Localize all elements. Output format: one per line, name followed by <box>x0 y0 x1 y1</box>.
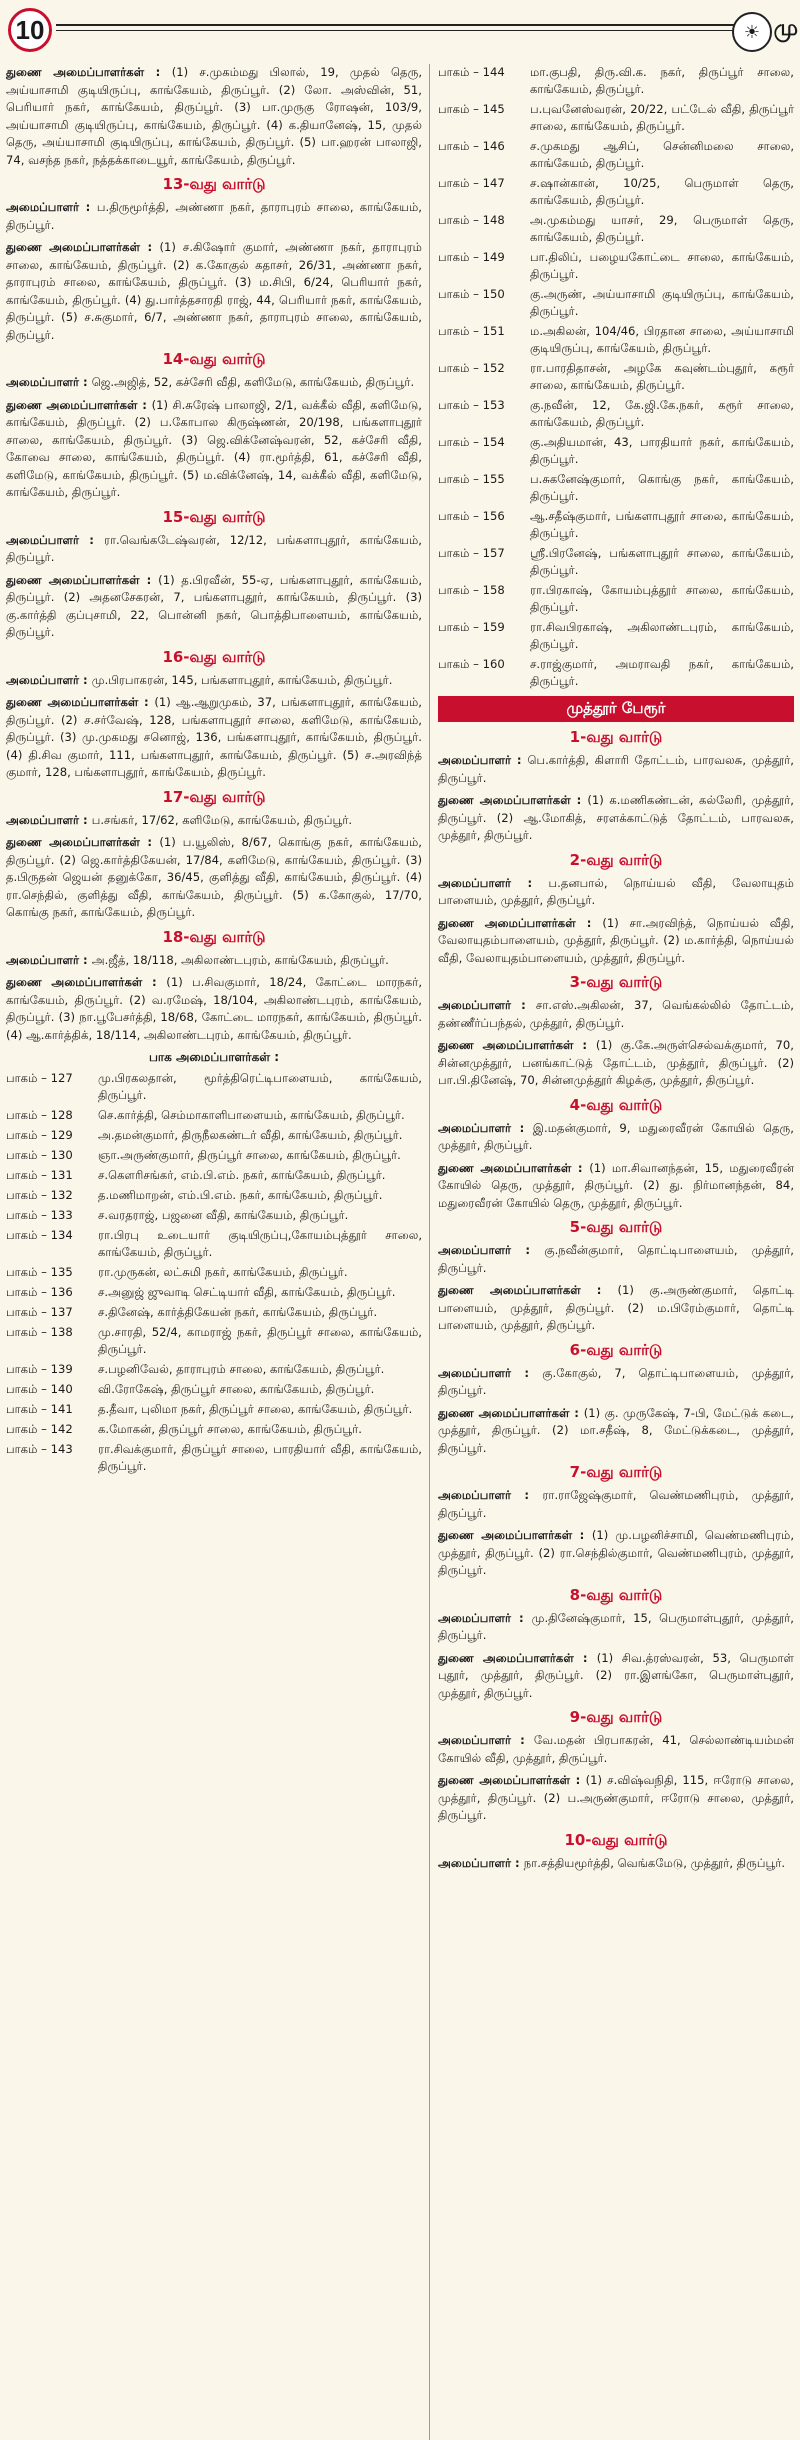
member-paragraph <box>438 1365 794 1400</box>
bagam-number: பாகம் – 142 <box>6 1422 73 1436</box>
bagam-row <box>438 360 794 394</box>
role-label: அமைப்பாளர் : <box>438 998 536 1012</box>
member-paragraph <box>6 239 422 344</box>
bagam-row <box>6 1401 422 1418</box>
bagam-number: பாகம் – 140 <box>6 1382 73 1396</box>
role-label: அமைப்பாளர் : <box>6 812 92 827</box>
role-label: அமைப்பாளர் : <box>438 1733 534 1747</box>
member-paragraph <box>438 1487 794 1522</box>
bagam-organizer: ச.கௌரிசங்கர், எம்.பி.எம். நகர், காங்கேயம், திருப்பூர். <box>98 1168 386 1182</box>
bagam-row <box>6 1421 422 1438</box>
bagam-row <box>6 1284 422 1301</box>
bagam-organizer: ஞா.அருண்குமார், திருப்பூர் சாலை, காங்கேயம், திருப்பூர். <box>98 1148 401 1162</box>
bagam-row <box>438 582 794 616</box>
bagam-row <box>6 1187 422 1204</box>
bagam-number: பாகம் – 145 <box>438 102 505 116</box>
bagam-number: பாகம் – 141 <box>6 1402 73 1416</box>
role-label: அமைப்பாளர் : <box>6 952 92 967</box>
member-details: (1) க.மணிகண்டன், கல்லேரி, முத்தூர், திருப்பூர். (2) ஆ.மோகித், சரளக்காட்டுத் தோட்டம், பாரவலசு, முத்தூர், திருப்பூர். <box>438 793 794 842</box>
bagam-number: பாகம் – 148 <box>438 213 505 227</box>
member-details: (1) சி.சுரேஷ் பாலாஜி, 2/1, வக்கீல் வீதி, களிமேடு, காங்கேயம், திருப்பூர். (2) ப.கோபால கிருஷ்ணன், 20/198, பங்களாபுதூர் சாலை, காங்கேயம், திருப்பூர். (3) ஜெ.விக்னேஷ்வரன், 52, கச்சேரி வீதி, கோவை சாலை, காங்கேயம், திருப்பூர். (4) ரா.மூர்த்தி, 61, கச்சேரி வீதி, களிமேடு, காங்கேயம், திருப்பூர். (5) ம.விக்னேஷ், 14, வக்கீல் வீதி, களிமேடு, காங்கேயம், திருப்பூர். <box>6 397 422 499</box>
ward-heading: 13-வது வார்டு <box>162 175 266 193</box>
bagam-row <box>438 64 794 98</box>
bagam-organizer: ச.முகமது ஆசிப், சென்னிமலை சாலை, காங்கேயம், திருப்பூர். <box>530 139 794 170</box>
town-banner: முத்தூர் பேரூர் <box>438 696 794 722</box>
role-label: அமைப்பாளர் : <box>6 375 92 389</box>
member-paragraph <box>438 1242 794 1277</box>
member-details: (1) ப.சிவகுமார், 18/24, கோட்டை மாரநகர், காங்கேயம், திருப்பூர். (2) வ.ரமேஷ், 18/104, அகிலாண்டபுரம், காங்கேயம், திருப்பூர். (3) நா.பூபேசர்த்தி, 18/68, கோட்டை மாரநகர், காங்கேயம், திருப்பூர். (4) ஆ.கார்த்திக், 18/114, அகிலாண்டபுரம், காங்கேயம், திருப்பூர். <box>6 975 422 1042</box>
role-label: அமைப்பாளர் : <box>438 1488 543 1502</box>
bagam-number: பாகம் – 127 <box>6 1071 73 1085</box>
role-label: துணை அமைப்பாளர்கள் : <box>438 1528 592 1542</box>
bagam-row <box>438 286 794 320</box>
member-details: ஜெ.அஜித், 52, கச்சேரி வீதி, களிமேடு, காங்கேயம், திருப்பூர். <box>91 375 415 389</box>
bagam-row <box>438 212 794 246</box>
bagam-number: பாகம் – 136 <box>6 1285 73 1299</box>
bagam-number: பாகம் – 154 <box>438 435 505 449</box>
member-paragraph <box>6 974 422 1044</box>
bagam-organizer: ச.தினேஷ், கார்த்திகேயன் நகர், காங்கேயம், திருப்பூர். <box>98 1305 378 1319</box>
member-paragraph <box>438 1610 794 1645</box>
member-paragraph <box>6 397 422 502</box>
role-label: துணை அமைப்பாளர்கள் : <box>6 240 160 254</box>
bagam-row <box>438 175 794 209</box>
member-details: (1) ச.முகம்மது பிலால், 19, முதல் தெரு, அய்யாசாமி குடியிருப்பு, காங்கேயம், திருப்பூர். (2) லோ. அஸ்வின், 51, பெரியார் நகர், காங்கேயம், திருப்பூர். (3) பா.முருகு ரோஷன், 103/9, அய்யாசாமி குடியிருப்பு, காங்கேயம், திருப்பூர். (4) க.தியானேஷ், 15, முதல் தெரு, அய்யாசாமி குடியிருப்பு, காங்கேயம், திருப்பூர். (5) பா.ஹரன் பாலாஜி, 74, வசந்த நகர், நத்தக்காடையூர், காங்கேயம், திருப்பூர். <box>6 65 422 167</box>
bagam-row <box>438 471 794 505</box>
bagam-number: பாகம் – 160 <box>438 657 505 671</box>
bagam-organizer: ரா.பிரகாஷ், கோயம்புத்தூர் சாலை, காங்கேயம், திருப்பூர். <box>530 583 794 614</box>
role-label: துணை அமைப்பாளர்கள் : <box>438 1650 597 1665</box>
rising-sun-logo-icon: ☀ <box>732 12 772 52</box>
bagam-organizer: ஆ.சதீஷ்குமார், பங்களாபுதூர் சாலை, காங்கேயம், திருப்பூர். <box>530 509 794 540</box>
member-paragraph <box>438 1772 794 1825</box>
member-paragraph <box>438 915 794 968</box>
ward-heading: 5-வது வார்டு <box>569 1218 663 1236</box>
member-details: ப.சங்கர், 17/62, களிமேடு, காங்கேயம், திருப்பூர். <box>91 812 353 827</box>
member-paragraph <box>438 997 794 1032</box>
member-details: (1) கு. முருகேஷ், 7-பி, மேட்டுக் கடை, முத்தூர், திருப்பூர். (2) மா.சதீஷ், 8, மேட்டுக்கடை, முத்தூர், திருப்பூர். <box>438 1405 794 1455</box>
bagam-row <box>6 1167 422 1184</box>
bagam-row <box>6 1441 422 1475</box>
bagam-row <box>6 1304 422 1321</box>
member-details: (1) சா.அரவிந்த், நொய்யல் வீதி, வேலாயுதம்பாளையம், முத்தூர், திருப்பூர். (2) ம.கார்த்தி, நொய்யல் வீதி, வேலாயுதம்பாளையம், முத்தூர், திருப்பூர். <box>438 915 794 965</box>
bagam-number: பாகம் – 137 <box>6 1305 73 1319</box>
role-label: அமைப்பாளர் : <box>438 1365 543 1380</box>
bagam-organizer: ரா.பிரபு உடையார் குடியிருப்பு,கோயம்புத்தூர் சாலை, காங்கேயம், திருப்பூர். <box>98 1228 422 1259</box>
bagam-organizer: ச.அனுஜ் ஜுவாடி செட்டியார் வீதி, காங்கேயம், திருப்பூர். <box>98 1285 396 1299</box>
bagam-row <box>6 1107 422 1124</box>
member-details: அ.ஜீத், 18/118, அகிலாண்டபுரம், காங்கேயம், திருப்பூர். <box>91 952 389 967</box>
bagam-organizer: ஸ்ரீ.பிரனேஷ், பங்களாபுதூர் சாலை, காங்கேயம், திருப்பூர். <box>530 546 794 577</box>
ward-heading: 17-வது வார்டு <box>162 787 266 806</box>
header-rule <box>56 24 734 26</box>
member-details: இ.மதன்குமார், 9, மதுரைவீரன் கோயில் தெரு, முத்தூர், திருப்பூர். <box>438 1120 794 1152</box>
member-details: ரா.வெங்கடேஷ்வரன், 12/12, பங்களாபுதூர், காங்கேயம், திருப்பூர். <box>6 532 422 564</box>
member-details: (1) மா.சிவானந்தன், 15, மதுரைவீரன் கோயில் தெரு, முத்தூர், திருப்பூர். (2) து. நிர்மானந்தன், 84, மதுரைவீரன் கோயில் தெரு, முத்தூர், திருப்பூர். <box>438 1160 794 1210</box>
role-label: துணை அமைப்பாளர்கள் : <box>438 1405 584 1420</box>
bagam-number: பாகம் – 138 <box>6 1325 73 1339</box>
bagam-number: பாகம் – 135 <box>6 1265 73 1279</box>
bagam-organizer: ச.ராஜ்குமார், அமராவதி நகர், காங்கேயம், திருப்பூர். <box>530 657 794 688</box>
member-details: வே.மதன் பிரபாகரன், 41, செல்லாண்டியம்மன் கோயில் வீதி, முத்தூர், திருப்பூர். <box>438 1733 794 1765</box>
bagam-number: பாகம் – 133 <box>6 1208 73 1222</box>
ward-heading: 18-வது வார்டு <box>162 927 266 946</box>
member-paragraph <box>6 532 422 567</box>
bagam-organizer: ச.ஷான்கான், 10/25, பெருமாள் தெரு, காங்கேயம், திருப்பூர். <box>530 176 794 207</box>
bagam-organizer: ப.புவனேஸ்வரன், 20/22, பட்டேல் வீதி, திருப்பூர் சாலை, காங்கேயம், திருப்பூர். <box>530 102 794 133</box>
member-paragraph <box>438 1855 794 1873</box>
role-label: அமைப்பாளர் : <box>438 1855 524 1870</box>
bagam-row <box>6 1361 422 1378</box>
bagam-row <box>6 1324 422 1358</box>
page-number: 10 <box>8 8 52 52</box>
member-paragraph <box>6 952 422 970</box>
role-label: துணை அமைப்பாளர்கள் : <box>6 975 167 989</box>
bagam-organizer: ரா.பாரதிதாசன், அழகே கவுண்டம்புதூர், கரூர் சாலை, காங்கேயம், திருப்பூர். <box>530 361 794 392</box>
bagam-number: பாகம் – 149 <box>438 250 505 264</box>
bagam-row <box>438 545 794 579</box>
ward-heading: 1-வது வார்டு <box>569 728 663 746</box>
role-label: துணை அமைப்பாளர்கள் : <box>438 1773 586 1787</box>
role-label: துணை அமைப்பாளர்கள் : <box>438 1160 590 1175</box>
role-label: அமைப்பாளர் : <box>6 672 92 687</box>
bagam-organizer: அ.முகம்மது யாசர், 29, பெருமாள் தெரு, காங்கேயம், திருப்பூர். <box>530 213 794 244</box>
bagam-organizer: மு.சாரதி, 52/4, காமராஜ் நகர், திருப்பூர் சாலை, காங்கேயம், திருப்பூர். <box>98 1325 422 1356</box>
member-details: (1) மு.பழனிச்சாமி, வெண்மணிபுரம், முத்தூர், திருப்பூர். (2) ரா.செந்தில்குமார், வெண்மணிபுரம், முத்தூர், திருப்பூர். <box>438 1528 794 1577</box>
role-label: துணை அமைப்பாளர்கள் : <box>438 1038 596 1052</box>
member-paragraph <box>438 1160 794 1213</box>
bagam-organizer: கு.அருண், அய்யாசாமி குடியிருப்பு, காங்கேயம், திருப்பூர். <box>530 287 794 318</box>
bagam-organizer: வி.ரோகேஷ், திருப்பூர் சாலை, காங்கேயம், திருப்பூர். <box>98 1382 375 1396</box>
role-label: அமைப்பாளர் : <box>438 1610 532 1625</box>
bagam-organizer: கு.அதியமான், 43, பாரதியார் நகர், காங்கேயம், திருப்பூர். <box>530 435 794 466</box>
bagam-row <box>438 323 794 357</box>
role-label: அமைப்பாளர் : <box>6 532 105 547</box>
bagam-row <box>438 138 794 172</box>
member-paragraph <box>438 1527 794 1580</box>
member-details: (1) ச.விஷ்வநிதி, 115, ஈரோடு சாலை, முத்தூர், திருப்பூர். (2) ப.அருண்குமார், ஈரோடு சாலை, முத்தூர், திருப்பூர். <box>438 1773 794 1822</box>
bagam-number: பாகம் – 153 <box>438 398 505 412</box>
role-label: துணை அமைப்பாளர்கள் : <box>6 572 159 587</box>
member-paragraph <box>438 752 794 787</box>
role-label: துணை அமைப்பாளர்கள் : <box>438 1283 618 1297</box>
bagam-number: பாகம் – 130 <box>6 1148 73 1162</box>
role-label: அமைப்பாளர் : <box>438 753 528 767</box>
right-column <box>438 64 794 2440</box>
bagam-row <box>438 101 794 135</box>
member-details: மு.தினேஷ்குமார், 15, பெருமாள்புதூர், முத்தூர், திருப்பூர். <box>438 1610 794 1642</box>
bagam-row <box>6 1207 422 1224</box>
member-details: சா.எஸ்.அகிலன், 37, வெங்கல்லில் தோட்டம், தண்ணீர்ப்பந்தல், முத்தூர், திருப்பூர். <box>438 998 794 1030</box>
bagam-organizer: ச.பழனிவேல், தாராபுரம் சாலை, காங்கேயம், திருப்பூர். <box>98 1362 385 1376</box>
bagam-row <box>438 397 794 431</box>
bagam-number: பாகம் – 143 <box>6 1442 73 1456</box>
bagam-row <box>438 508 794 542</box>
member-details: பெ.கார்த்தி, கிளாரி தோட்டம், பாரவலசு, முத்தூர், திருப்பூர். <box>438 753 794 785</box>
bagam-row <box>438 619 794 653</box>
bagam-row <box>438 249 794 283</box>
member-paragraph <box>438 875 794 910</box>
role-label: துணை அமைப்பாளர்கள் : <box>6 397 152 412</box>
member-paragraph <box>438 1282 794 1335</box>
bagam-number: பாகம் – 150 <box>438 287 505 301</box>
bagam-organizer: த.தீவா, புலிமா நகர், திருப்பூர் சாலை, காங்கேயம், திருப்பூர். <box>98 1402 413 1416</box>
member-paragraph <box>438 1120 794 1155</box>
bagam-number: பாகம் – 156 <box>438 509 505 523</box>
member-details: (1) ச.கிஷோர் குமார், அண்ணா நகர், தாராபுரம் சாலை, காங்கேயம், திருப்பூர். (2) க.கோகுல் கதாசர், 26/31, அண்ணா நகர், தாராபுரம் சாலை, காங்கேயம், திருப்பூர். (3) ம.சிபி, 6/24, பெரியார் நகர், காங்கேயம், திருப்பூர். (4) து.பார்த்தசாரதி ராஜ், 44, பெரியார் நகர், காங்கேயம், திருப்பூர். (5) ச.சுகுமார், 6/7, அண்ணா நகர், தாராபுரம் சாலை, காங்கேயம், திருப்பூர். <box>6 240 422 342</box>
role-label: அமைப்பாளர் : <box>438 875 549 890</box>
bagam-number: பாகம் – 146 <box>438 139 505 153</box>
bagam-organizer: க.மோகன், திருப்பூர் சாலை, காங்கேயம், திருப்பூர். <box>98 1422 362 1436</box>
member-details: கு.நவீன்குமார், தொட்டிபாளையம், முத்தூர், திருப்பூர். <box>438 1243 794 1275</box>
bagam-number: பாகம் – 132 <box>6 1188 73 1202</box>
ward-heading: 3-வது வார்டு <box>569 973 663 991</box>
member-details: நா.சத்தியமூர்த்தி, வெங்கமேடு, முத்தூர், திருப்பூர். <box>523 1855 786 1870</box>
bagam-organizer: கு.நவீன், 12, கே.ஜி.கே.நகர், கரூர் சாலை, காங்கேயம், திருப்பூர். <box>530 398 794 429</box>
ward-heading: 14-வது வார்டு <box>162 350 266 368</box>
member-paragraph <box>438 1732 794 1767</box>
role-label: துணை அமைப்பாளர்கள் : <box>6 65 172 79</box>
member-paragraph <box>6 64 422 169</box>
bagam-number: பாகம் – 139 <box>6 1362 73 1376</box>
ward-heading: 8-வது வார்டு <box>569 1585 663 1604</box>
header-rule-thin <box>56 30 734 31</box>
bagam-number: பாகம் – 131 <box>6 1168 73 1182</box>
member-paragraph <box>6 834 422 922</box>
role-label: துணை அமைப்பாளர்கள் : <box>438 793 588 807</box>
bagam-number: பாகம் – 134 <box>6 1228 73 1242</box>
member-details: ப.திருமூர்த்தி, அண்ணா நகர், தாராபுரம் சாலை, காங்கேயம், திருப்பூர். <box>6 200 422 232</box>
role-label: அமைப்பாளர் : <box>438 1243 545 1257</box>
bagam-row <box>6 1227 422 1261</box>
bagam-organizer: ரா.சிவபிரகாஷ், அகிலாண்டபுரம், காங்கேயம், திருப்பூர். <box>530 620 794 651</box>
bagam-number: பாகம் – 151 <box>438 324 505 338</box>
ward-heading: 10-வது வார்டு <box>564 1830 668 1849</box>
member-paragraph <box>6 672 422 690</box>
bagam-row <box>6 1264 422 1281</box>
member-details: (1) ப.யூலிஸ், 8/67, கொங்கு நகர், காங்கேயம், திருப்பூர். (2) ஜெ.கார்த்திகேயன், 17/84, களிமேடு, காங்கேயம், திருப்பூர். (3) த.பிருதன் ஜெயன் தனுக்கோ, 36/45, குளித்து வீதி, காங்கேயம், திருப்பூர். (4) ரா.செந்தில், குளித்து வீதி, காங்கேயம், திருப்பூர். (5) க.கோகுல், 17/70, கொங்கு நகர், காங்கேயம், திருப்பூர். <box>6 835 422 919</box>
member-details: (1) ஆ.ஆறுமுகம், 37, பங்களாபுதூர், காங்கேயம், திருப்பூர். (2) ச.சர்வேஷ், 128, பங்களாபுதூர் சாலை, களிமேடு, காங்கேயம், திருப்பூர். (3) மு.முகமது சனொஜ், 136, பங்களாபுதூர், காங்கேயம், திருப்பூர். (4) தி.சிவ குமார், 111, பங்களாபுதூர், காங்கேயம், திருப்பூர். (5) ச.அரவிந்த் குமார், 128, பங்களாபுதூர், காங்கேயம், திருப்பூர். <box>6 695 422 779</box>
bagam-organizer: ச.வரதராஜ், பஜனை வீதி, காங்கேயம், திருப்பூர். <box>98 1208 349 1222</box>
role-label: துணை அமைப்பாளர்கள் : <box>6 695 155 709</box>
bagam-organizer: ரா.சிவக்குமார், திருப்பூர் சாலை, பாரதியார் வீதி, காங்கேயம், திருப்பூர். <box>98 1442 422 1473</box>
member-details: ப.தனபால், நொய்யல் வீதி, வேலாயுதம் பாளையம், முத்தூர், திருப்பூர். <box>438 875 794 907</box>
role-label: அமைப்பாளர் : <box>438 1120 533 1135</box>
ward-heading: 2-வது வார்டு <box>569 850 663 869</box>
bagam-row <box>6 1381 422 1398</box>
bagam-row <box>6 1147 422 1164</box>
bagam-organizer: த.மணிமாறன், எம்.பி.எம். நகர், காங்கேயம், திருப்பூர். <box>98 1188 383 1202</box>
role-label: துணை அமைப்பாளர்கள் : <box>6 835 160 849</box>
ward-heading: 7-வது வார்டு <box>569 1463 663 1481</box>
member-paragraph <box>6 199 422 234</box>
ward-heading: 15-வது வார்டு <box>162 507 266 526</box>
bagam-number: பாகம் – 157 <box>438 546 505 560</box>
member-details: ரா.ராஜேஷ்குமார், வெண்மணிபுரம், முத்தூர், திருப்பூர். <box>438 1488 794 1520</box>
member-paragraph <box>6 694 422 782</box>
left-column <box>6 64 422 2440</box>
bagam-number: பாகம் – 144 <box>438 65 505 79</box>
ward-heading: 4-வது வார்டு <box>569 1095 663 1114</box>
role-label: அமைப்பாளர் : <box>6 200 97 214</box>
member-details: கு.கோகுல், 7, தொட்டிபாளையம், முத்தூர், திருப்பூர். <box>438 1365 794 1397</box>
column-divider <box>429 64 430 2440</box>
role-label: துணை அமைப்பாளர்கள் : <box>438 915 603 930</box>
bagam-organizer: ப.சுகனேஷ்குமார், கொங்கு நகர், காங்கேயம், திருப்பூர். <box>530 472 794 503</box>
ward-heading: 16-வது வார்டு <box>162 647 266 666</box>
member-paragraph <box>438 1405 794 1458</box>
bagam-number: பாகம் – 158 <box>438 583 505 597</box>
page-header <box>0 0 800 62</box>
bagam-number: பாகம் – 128 <box>6 1108 73 1122</box>
member-paragraph <box>438 1037 794 1090</box>
ward-heading: 9-வது வார்டு <box>569 1708 663 1726</box>
member-details: மு.பிரபாகரன், 145, பங்களாபுதூர், காங்கேயம், திருப்பூர். <box>91 672 393 687</box>
member-paragraph <box>6 572 422 642</box>
bagam-organizer: பா.திலிப், பழையகோட்டை சாலை, காங்கேயம், திருப்பூர். <box>530 250 794 281</box>
bagam-organizer: மா.குபதி, திரு.வி.க. நகர், திருப்பூர் சாலை, காங்கேயம், திருப்பூர். <box>530 65 794 96</box>
member-paragraph <box>6 374 422 392</box>
member-paragraph <box>6 812 422 830</box>
ward-heading: 6-வது வார்டு <box>569 1340 663 1359</box>
member-paragraph <box>438 792 794 845</box>
bagam-row <box>438 434 794 468</box>
bagam-number: பாகம் – 129 <box>6 1128 73 1142</box>
bagam-organizer: ம.அகிலன், 104/46, பிரதான சாலை, அய்யாசாமி குடியிருப்பு, காங்கேயம், திருப்பூர். <box>530 324 794 355</box>
bagam-row <box>6 1070 422 1104</box>
bagam-number: பாகம் – 155 <box>438 472 505 486</box>
bagam-number: பாகம் – 159 <box>438 620 505 634</box>
member-details: (1) கு.அருண்குமார், தொட்டி பாளையம், முத்தூர், திருப்பூர். (2) ம.பிரேம்குமார், தொட்டி பாளையம், முத்தூர், திருப்பூர். <box>438 1283 794 1332</box>
bagam-row <box>6 1127 422 1144</box>
bagam-number: பாகம் – 152 <box>438 361 505 375</box>
member-details: (1) கு.கே.அருள்செல்வக்குமார், 70, சின்னமுத்தூர், பனங்காட்டுத் தோட்டம், முத்தூர், திருப்பூர். (2) பா.பி.தினேஷ், 70, சின்னமுத்தூர் கிழக்கு, முத்தூர், திருப்பூர். <box>438 1038 794 1087</box>
bagam-number: பாகம் – 147 <box>438 176 505 190</box>
bagam-organizer: செ.கார்த்தி, செம்மாகாளிபாளையம், காங்கேயம், திருப்பூர். <box>98 1108 405 1122</box>
bagam-organizer: அ.தமன்குமார், திருநீலகண்டர் வீதி, காங்கேயம், திருப்பூர். <box>98 1128 403 1142</box>
bagam-row <box>438 656 794 690</box>
member-details: (1) த.பிரவீன், 55-ஏ, பங்களாபுதூர், காங்கேயம், திருப்பூர். (2) அதனசேகரன், 7, பங்களாபுதூர், காங்கேயம், திருப்பூர். (3) கு.கார்த்தி குப்புசாமி, 22, பொன்னி நகர், பொத்திபாளையம், காங்கேயம், திருப்பூர். <box>6 572 422 639</box>
bagam-organizer: ரா.முருகன், லட்சுமி நகர், காங்கேயம், திருப்பூர். <box>98 1265 348 1279</box>
member-details: (1) சிவ.த்ரஸ்வரன், 53, பெருமாள் புதூர், முத்தூர், திருப்பூர். (2) ரா.இளங்கோ, பெருமாள்புதூர், முத்தூர், திருப்பூர். <box>438 1650 794 1700</box>
member-paragraph <box>438 1650 794 1703</box>
bagam-heading: பாக அமைப்பாளர்கள் : <box>148 1050 280 1064</box>
masthead-text: மு <box>773 16 798 41</box>
bagam-organizer: மு.பிரகலதான், மூர்த்திரெட்டிபாளையம், காங்கேயம், திருப்பூர். <box>98 1071 422 1102</box>
